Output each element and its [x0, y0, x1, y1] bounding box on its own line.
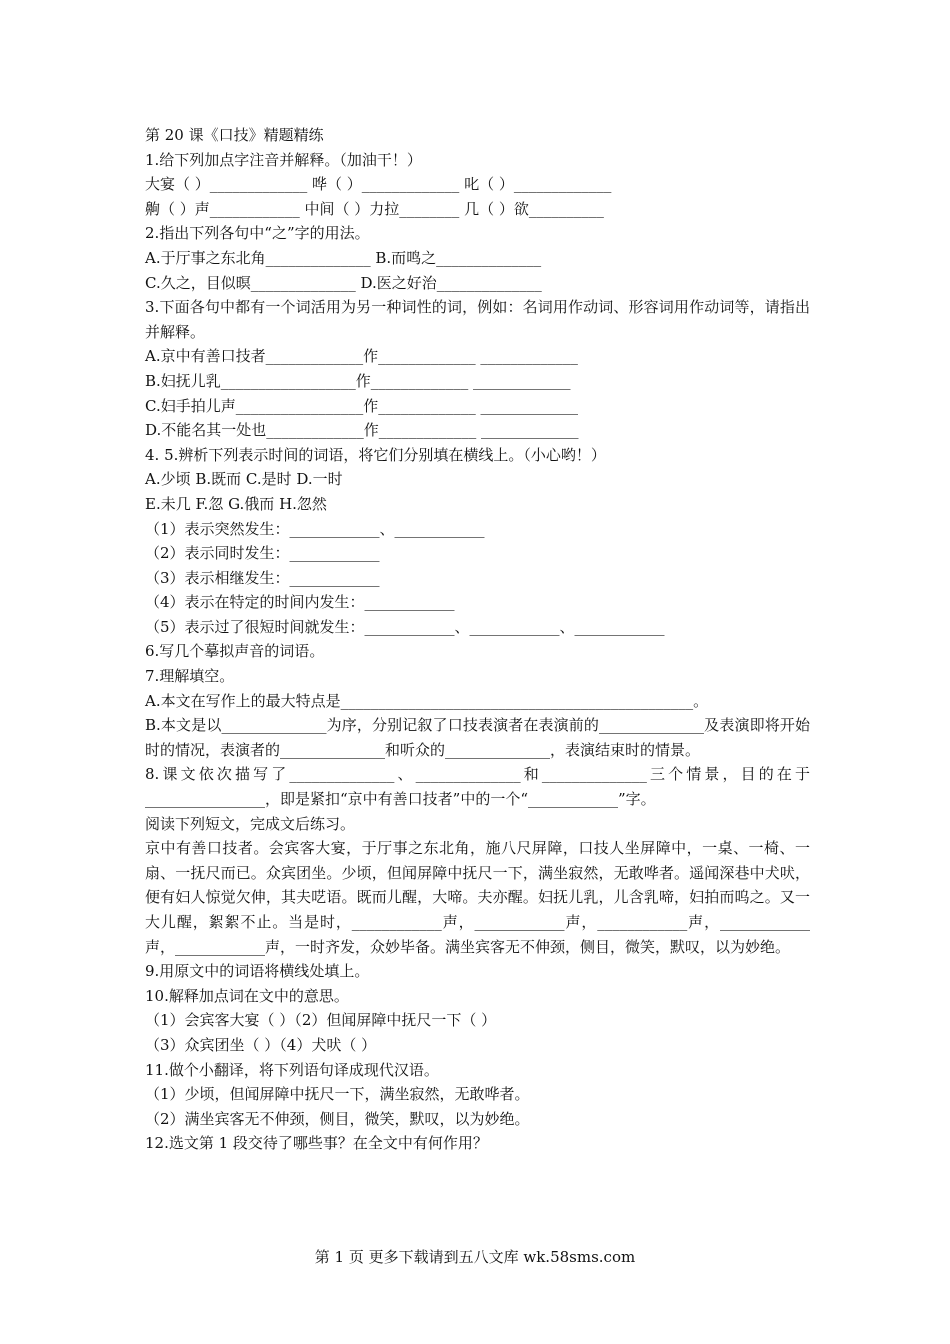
question-4-5-stem: 4. 5.辨析下列表示时间的词语，将它们分别填在横线上。（小心哟！） — [145, 445, 606, 464]
reading-intro: 阅读下列短文，完成文后练习。 — [145, 814, 356, 833]
question-2-stem: 2.指出下列各句中“之”字的用法。 — [145, 224, 370, 243]
question-11-stem: 11.做个小翻译，将下列语句译成现代汉语。 — [145, 1060, 439, 1079]
question-3-item-c: C.妇手拍儿声_________________作_____________ _____________ — [145, 396, 578, 415]
question-7-stem: 7.理解填空。 — [145, 667, 235, 686]
question-3-stem: 3.下面各句中都有一个词活用为另一种词性的词，例如：名词用作动词、形容词用作动词等，请指出并解释。 — [145, 298, 810, 341]
question-12-stem: 12.选文第 1 段交待了哪些事？在全文中有何作用？ — [145, 1134, 488, 1153]
reading-passage: 京中有善口技者。会宾客大宴，于厅事之东北角，施八尺屏障，口技人坐屏障中，一桌、一椅、一扇、一抚尺而已。众宾团坐。少顷，但闻屏障中抚尺一下，满坐寂然，无敢哗者。遥闻深巷中犬吠，便有妇人惊觉欠伸，其夫呓语。既而儿醒，大啼。夫亦醒。妇抚儿乳，儿含乳啼，妇拍而呜之。又一大儿醒，絮絮不止。当是时，____________声，____________声，____________声，____________声，____________声，一时齐发，众妙毕备。满坐宾客无不伸颈，侧目，微笑，默叹，以为妙绝。 — [145, 839, 810, 956]
question-4-5-options-2: E.未几 F.忽 G.俄而 H.忽然 — [145, 494, 327, 513]
question-11-sub-1: （1）少顷，但闻屏障中抚尺一下，满坐寂然，无敢哗者。 — [145, 1085, 530, 1104]
question-11-sub-2: （2）满坐宾客无不伸颈，侧目，微笑，默叹，以为妙绝。 — [145, 1109, 530, 1128]
question-3-item-a: A.京中有善口技者_____________作_____________ _____________ — [145, 347, 578, 366]
question-9-stem: 9.用原文中的词语将横线处填上。 — [145, 962, 370, 981]
question-7-item-b: B.本文是以______________为序，分别记叙了口技表演者在表演前的______________及表演即将开始时的情况，表演者的______________和听众的______________，表演结束时的情景。 — [145, 716, 810, 759]
question-10-stem: 10.解释加点词在文中的意思。 — [145, 986, 349, 1005]
question-10-row-1: （1）会宾客大宴（ ）（2）但闻屏障中抚尺一下（ ） — [145, 1011, 497, 1030]
question-1-row-2: 齁（ ）声____________ 中间（ ）力拉________ 几（ ）欲__________ — [145, 199, 604, 218]
question-4-5-sub-1: （1）表示突然发生：____________、____________ — [145, 519, 485, 538]
question-2-row-1: A.于厅事之东北角______________ B.而鸣之______________ — [145, 248, 542, 267]
document-body — [145, 123, 810, 1156]
question-4-5-sub-5: （5）表示过了很短时间就发生：____________、____________、____________ — [145, 617, 665, 636]
question-2-row-2: C.久之，目似暝______________ D.医之好治______________ — [145, 273, 542, 292]
question-1-row-1: 大宴（ ）_____________ 哗（ ）_____________ 叱（ ）_____________ — [145, 175, 612, 194]
page-footer: 第 1 页 更多下载请到五八文库 wk.58sms.com — [314, 1248, 636, 1266]
question-4-5-sub-2: （2）表示同时发生：____________ — [145, 544, 380, 563]
question-1-stem: 1.给下列加点字注音并解释。（加油干！） — [145, 150, 422, 169]
question-7-item-a: A.本文在写作上的最大特点是_______________________________________________。 — [145, 691, 709, 710]
question-3-item-d: D.不能名其一处也_____________作_____________ _____________ — [145, 421, 579, 440]
question-8-stem: 8.课文依次描写了______________、______________和______________三个情景，目的在于________________，即是紧扣“京中有善口技者”中的一个“____________”字。 — [145, 765, 810, 809]
question-6-stem: 6.写几个摹拟声音的词语。 — [145, 642, 325, 661]
page-title: 第 20 课《口技》精题精练 — [145, 126, 324, 144]
question-3-item-b: B.妇抚儿乳__________________作_____________ _____________ — [145, 371, 571, 390]
question-4-5-sub-4: （4）表示在特定的时间内发生：____________ — [145, 593, 455, 612]
question-10-row-2: （3）众宾团坐（ ）（4）犬吠（ ） — [145, 1035, 377, 1054]
question-4-5-options-1: A.少顷 B.既而 C.是时 D.一时 — [145, 470, 343, 489]
question-4-5-sub-3: （3）表示相继发生：____________ — [145, 568, 380, 587]
